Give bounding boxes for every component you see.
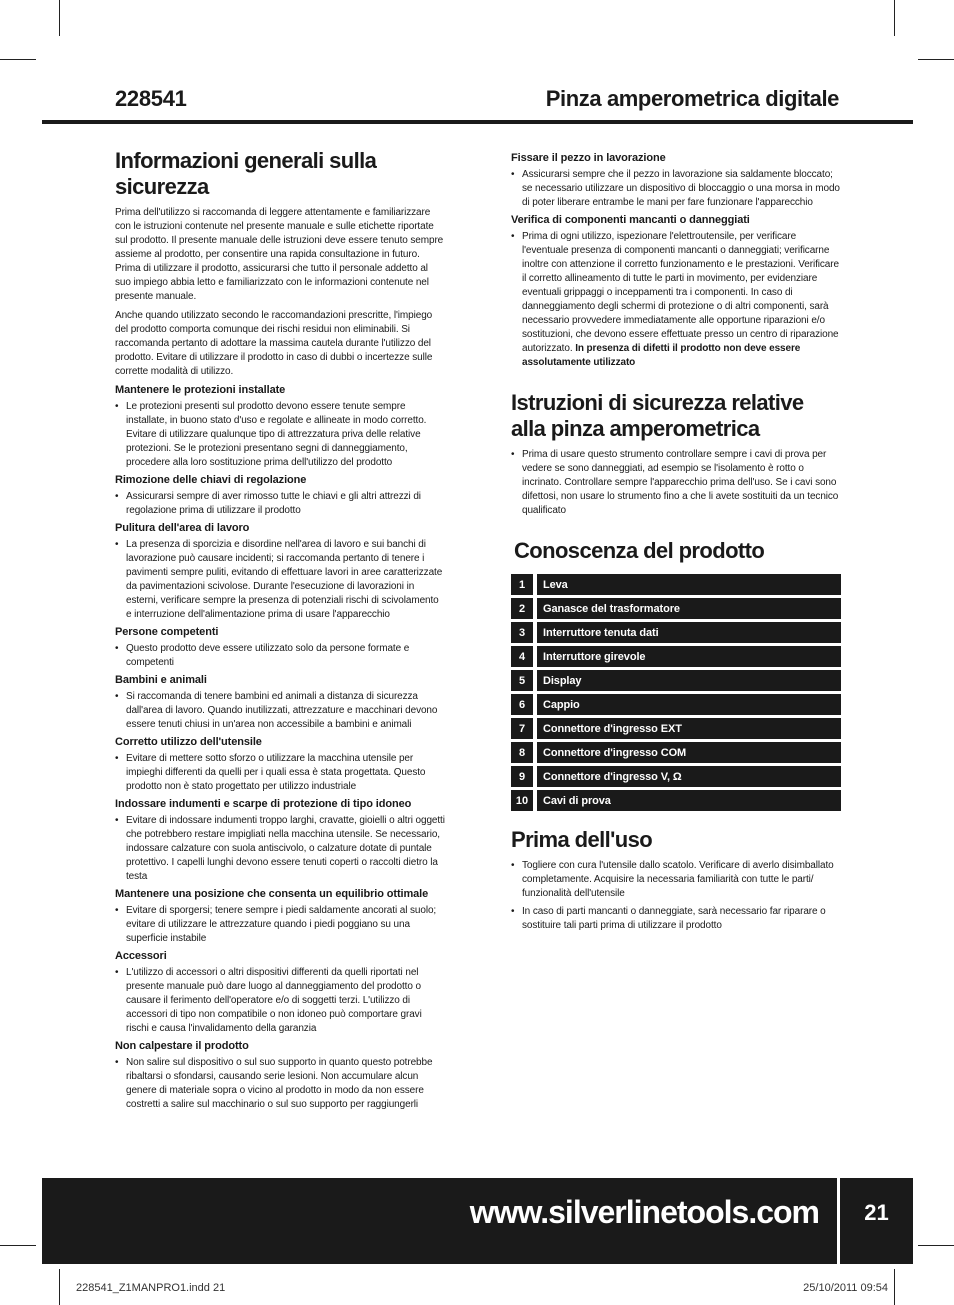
warning-text: In presenza di difetti il prodotto non deve essere assolutamente utilizzato (522, 343, 801, 368)
parts-list-item (511, 766, 841, 787)
part-number: 8 (511, 742, 533, 763)
subheading: Indossare indumenti e scarpe di protezione di tipo idoneo (115, 798, 412, 810)
crop-mark (894, 0, 895, 36)
section-heading: Istruzioni di sicurezza relative alla pinza amperometrica (511, 390, 804, 441)
section-heading: Prima dell'uso (511, 827, 653, 852)
paragraph: Anche quando utilizzato secondo le raccomandazioni prescritte, l'impiego del prodotto comporta comunque dei rischi residui non eliminabili. Si raccomanda pertanto di adottare la massima cautela durante l'utilizzo del prodotto. Evitare di utilizzare il prodotto in caso di dubbi o incertezze sulle corrette modalità di utilizzo. (115, 310, 433, 377)
part-number: 10 (511, 790, 533, 811)
part-number: 9 (511, 766, 533, 787)
bullet-icon: • (115, 1057, 119, 1068)
bullet-icon: • (115, 967, 119, 978)
part-label: Interruttore girevole (537, 646, 841, 667)
part-number: 5 (511, 670, 533, 691)
crop-mark (59, 1269, 60, 1305)
list-item: • Si raccomanda di tenere bambini ed animali a distanza di sicurezza dall'area di lavoro. Quando inutilizzati, attrezzature e macchinari devono essere tenuti chiusi in un'area non accessibile a bambini e animali (115, 691, 438, 730)
part-label: Connettore d'ingresso V, Ω (537, 766, 841, 787)
list-item: • Evitare di indossare indumenti troppo larghi, cravatte, gioielli o altri oggetti che potrebbero restare impigliati nella macchina utensile. Se necessario, indossare calzature con suola antiscivolo, o calzature dotate di puntale protettivo. I capelli lunghi devono essere tenuti coperti o raccolti dietro la testa (115, 815, 445, 882)
list-item: • Prima di usare questo strumento controllare sempre i cavi di prova per vedere se sono danneggiati, ad esempio se l'isolamento è rotto o incrinato. Controllare sempre l'apparecchio prima dell'uso. Se i cavi sono difettosi, non usare lo strumento fino a che li avete sostituiti da un tecnico qualificato (511, 449, 839, 516)
list-item: • In caso di parti mancanti o danneggiate, sarà necessario far riparare o sostituire tali parti prima di utilizzare il prodotto (511, 906, 826, 931)
subheading: Fissare il pezzo in lavorazione (511, 152, 666, 164)
bullet-icon: • (511, 449, 515, 460)
crop-mark (0, 1245, 36, 1246)
crop-mark (59, 0, 60, 36)
part-number: 4 (511, 646, 533, 667)
parts-list-item (511, 670, 841, 691)
parts-list-item (511, 694, 841, 715)
parts-list-item (511, 622, 841, 643)
part-label: Connettore d'ingresso COM (537, 742, 841, 763)
bullet-icon: • (511, 231, 515, 242)
part-number: 1 (511, 574, 533, 595)
bullet-icon: • (511, 169, 515, 180)
bullet-icon: • (511, 906, 515, 917)
list-item: • Assicurarsi sempre di aver rimosso tutte le chiavi e gli altri attrezzi di regolazione prima di utilizzare il prodotto (115, 491, 421, 516)
parts-list-item (511, 574, 841, 595)
header-rule (42, 120, 913, 124)
crop-mark (0, 59, 36, 60)
bullet-icon: • (115, 491, 119, 502)
subheading: Persone competenti (115, 626, 219, 638)
part-label: Connettore d'ingresso EXT (537, 718, 841, 739)
part-label: Interruttore tenuta dati (537, 622, 841, 643)
list-item: • Prima di ogni utilizzo, ispezionare l'elettroutensile, per verificare l'eventuale presenza di componenti mancanti o danneggiati; verificarne inoltre con attenzione il corretto funzionamento e le prestazioni. Verificare il corretto allineamento di tutte le parti in movimento, per evidenziare eventuali grippaggi o inceppamenti tra i componenti. In caso di danneggiamento degli schermi di protezione o di altri componenti, sarà necessario provvedere immediatamente alle opportune riparazioni e/o sostituzioni, che devono essere effettuate presso un centro di riparazione autorizzato. In presenza di difetti il prodotto non deve essere assolutamente utilizzato (511, 231, 839, 368)
parts-list-item (511, 598, 841, 619)
list-item: • L'utilizzo di accessori o altri dispositivi differenti da quelli riportati nel presente manuale può dare luogo al danneggiamento del prodotto o causare il ferimento dell'operatore e/o di soggetti terzi. L'utilizzo di accessori di tipo non compatibile o non idoneo può comportare gravi rischi e causa l'invalidamento della garanzia (115, 967, 422, 1034)
bullet-icon: • (115, 691, 119, 702)
date-slug: 25/10/2011 09:54 (803, 1282, 888, 1294)
list-item: • Non salire sul dispositivo o sul suo supporto in quanto questo potrebbe ribaltarsi o sfondarsi, causando serie lesioni. Non accumulare alcun genere di materiale sopra o vicino al prodotto in modo da non essere costretti a salire sul macchinario o sul suo supporto per raggiungerli (115, 1057, 433, 1110)
part-label: Leva (537, 574, 841, 595)
parts-list (511, 574, 841, 811)
list-item: • Togliere con cura l'utensile dallo scatolo. Verificare di averlo disimballato completamente. Acquisire la necessaria familiarità con tutte le parti/ funzionalità dell'utensile (511, 860, 834, 899)
paragraph: Prima dell'utilizzo si raccomanda di leggere attentamente e familiarizzare con le istruzioni contenute nel presente manuale e sulle etichette riportate sul prodotto. Il presente manuale delle istruzioni deve essere tenuto sempre assieme al prodotto, per consentire una rapida consultazione in futuro. Prima di utilizzare il prodotto, assicurarsi che tutto il personale addetto al suo impiego abbia letto e familiarizzato con le informazioni contenute nel presente manuale. (115, 207, 444, 302)
part-number: 2 (511, 598, 533, 619)
parts-list-item (511, 742, 841, 763)
part-label: Ganasce del trasformatore (537, 598, 841, 619)
list-item: • Evitare di mettere sotto sforzo o utilizzare la macchina utensile per impieghi differenti da quelli per i quali essa è stata progettata. Questo prodotto non è stato progettato per utilizzo industriale (115, 753, 426, 792)
file-slug: 228541_Z1MANPRO1.indd 21 (76, 1282, 226, 1294)
crop-mark (894, 1269, 895, 1305)
bullet-icon: • (115, 401, 119, 412)
bullet-icon: • (115, 815, 119, 826)
list-item: • Evitare di sporgersi; tenere sempre i piedi saldamente ancorati al suolo; evitare di utilizzare le attrezzature quando i piedi poggiano su una superficie instabile (115, 905, 437, 944)
page-title: Pinza amperometrica digitale (545, 86, 839, 111)
part-number: 6 (511, 694, 533, 715)
part-label: Display (537, 670, 841, 691)
section-heading: Informazioni generali sulla sicurezza (115, 148, 377, 199)
subheading: Pulitura dell'area di lavoro (115, 522, 250, 534)
parts-list-item (511, 790, 841, 811)
bullet-icon: • (115, 643, 119, 654)
subheading: Mantenere una posizione che consenta un equilibrio ottimale (115, 888, 429, 900)
subheading: Bambini e animali (115, 674, 207, 686)
part-number: 7 (511, 718, 533, 739)
subheading: Accessori (115, 950, 167, 962)
parts-list-item (511, 718, 841, 739)
crop-mark (918, 1245, 954, 1246)
subheading: Rimozione delle chiavi di regolazione (115, 474, 307, 486)
list-item: • Questo prodotto deve essere utilizzato solo da persone formate e competenti (115, 643, 410, 668)
part-label: Cappio (537, 694, 841, 715)
list-item: • Assicurarsi sempre che il pezzo in lavorazione sia saldamente bloccato; se necessario utilizzare un dispositivo di bloccaggio o una morsa in modo di poter liberare entrambe le mani per fare funzionare l'apparecchio (511, 169, 840, 208)
subheading: Non calpestare il prodotto (115, 1040, 249, 1052)
bullet-icon: • (511, 860, 515, 871)
part-number: 3 (511, 622, 533, 643)
right-column (511, 152, 841, 935)
subheading: Mantenere le protezioni installate (115, 384, 286, 396)
part-label: Cavi di prova (537, 790, 841, 811)
crop-mark (918, 59, 954, 60)
page-number: 21 (840, 1178, 913, 1264)
left-column (115, 148, 445, 1114)
bullet-icon: • (115, 905, 119, 916)
section-heading: Conoscenza del prodotto (514, 538, 765, 563)
bullet-icon: • (115, 539, 119, 550)
parts-list-item (511, 646, 841, 667)
subheading: Verifica di componenti mancanti o danneggiati (511, 214, 750, 226)
website-url: www.silverlinetools.com (469, 1194, 819, 1230)
list-item: • La presenza di sporcizia e disordine nell'area di lavoro e sui banchi di lavorazione può causare incidenti; si raccomanda pertanto di tenere i pavimenti sempre puliti, evitando di effettuare lavori in aree caratterizzate da pavimentazioni scivolose. Durante l'esecuzione di lavorazioni in esterni, verificare sempre la presenza di potenziali rischi di scivolamento e interruzione dell'alimentazione prima di usare l'apparecchio (115, 539, 443, 620)
bullet-icon: • (115, 753, 119, 764)
subheading: Corretto utilizzo dell'utensile (115, 736, 262, 748)
footer-bar (42, 1178, 837, 1264)
list-item: • Le protezioni presenti sul prodotto devono essere tenute sempre installate, in buono stato d'uso e regolate e allineate in modo corretto. Evitare di utilizzare qualunque tipo di attrezzatura priva delle relative protezioni. Se le protezioni presentano segni di danneggiamento, procedere alla loro sostituzione prima dell'utilizzo del prodotto (115, 401, 427, 468)
product-code: 228541 (115, 86, 187, 111)
